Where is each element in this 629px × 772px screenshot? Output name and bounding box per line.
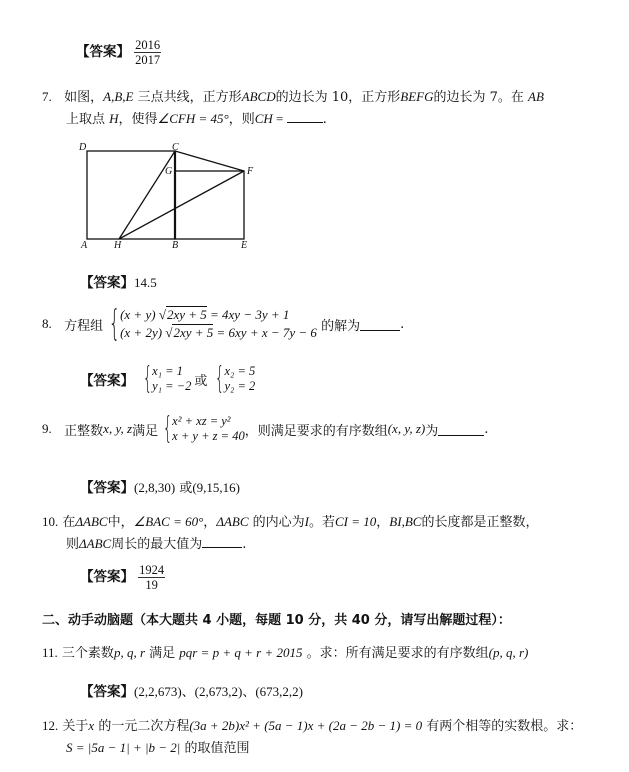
- answer-value: (2,8,30): [134, 480, 176, 495]
- math: ΔABC: [75, 514, 108, 529]
- denominator: 19: [145, 578, 158, 592]
- left-brace: {: [215, 361, 225, 396]
- text: 的一元二次方程: [94, 719, 190, 734]
- text: 周长的最大值为: [111, 537, 203, 552]
- text: ，则: [228, 112, 255, 127]
- text: 上取点: [66, 112, 110, 127]
- text: ，使得: [118, 112, 158, 127]
- equation-2: (x + 2y) √2xy + 5 = 6xy + x − 7y − 6: [120, 325, 317, 340]
- text: ，: [376, 515, 390, 530]
- square-befg: [175, 171, 244, 239]
- text: .: [242, 537, 247, 552]
- math: (x, y, z): [387, 421, 426, 436]
- math: x, y, z: [103, 421, 133, 436]
- question-number: 10.: [42, 514, 59, 529]
- label-f: F: [247, 166, 254, 177]
- question-number: 8.: [42, 316, 52, 331]
- text: 的取值范围: [180, 741, 250, 756]
- text: 满足: [132, 423, 159, 439]
- answer-value: (2,2,673)、(2,673,2)、(673,2,2): [134, 684, 303, 699]
- answer-blank[interactable]: [287, 110, 323, 123]
- q7-answer: [80, 271, 157, 291]
- or-text: 或: [179, 481, 193, 496]
- math: BI,BC: [389, 514, 422, 529]
- math: S = |5a − 1| + |b − 2|: [66, 740, 181, 755]
- text: 三点共线，正方形: [133, 90, 242, 105]
- question-number: 12.: [42, 718, 59, 733]
- math: x: [88, 718, 95, 733]
- math: CI = 10: [335, 514, 377, 529]
- text: 中，: [107, 515, 134, 530]
- text: 为: [425, 423, 439, 439]
- answer-value: 14.5: [134, 275, 157, 290]
- q10-line2: [66, 533, 246, 552]
- text: 则: [66, 537, 80, 552]
- math: CH: [254, 111, 273, 126]
- solution-1: [138, 361, 192, 396]
- q8-question: [42, 303, 405, 344]
- math: ΔABC: [79, 536, 112, 551]
- math: ∠CFH = 45°: [157, 111, 229, 126]
- left-brace: {: [142, 361, 153, 396]
- math: BEFG: [400, 89, 434, 104]
- text: ，则满足要求的有序数组: [244, 423, 388, 439]
- answer-label: 【答案】: [80, 373, 134, 389]
- q9-answer: [80, 476, 240, 496]
- denominator: 2017: [135, 53, 161, 67]
- segment-cf: [175, 151, 244, 171]
- answer-label: 【答案】: [80, 480, 134, 496]
- square-abcd: [87, 151, 175, 239]
- math: =: [272, 111, 287, 126]
- q12-line2: [66, 737, 250, 756]
- q7-geometry-figure: [76, 140, 266, 252]
- math: H: [109, 111, 119, 126]
- label-a: A: [81, 240, 88, 251]
- segment-hf: [119, 171, 244, 239]
- q6-answer: [76, 38, 161, 67]
- text: 有两个相等的实数根。求：: [422, 719, 583, 734]
- solution-x2: x₂ = 5: [224, 364, 256, 378]
- text: 的解为: [321, 318, 361, 334]
- question-number: 11.: [42, 645, 58, 660]
- text: 的内心为: [248, 515, 305, 530]
- text: 的长度都是正整数，: [421, 515, 539, 530]
- q8-answer: [80, 361, 256, 396]
- text: 。若: [308, 515, 335, 530]
- equation-system: [103, 303, 317, 344]
- math: I: [304, 514, 309, 529]
- equation-system: [158, 411, 245, 446]
- section-2-heading: 二、动手动脑题（本大题共 4 小题，每题 10 分，共 40 分，请写出解题过程）：: [42, 613, 511, 628]
- answer-label: 【答案】: [80, 275, 134, 291]
- equation-1: (x + y) √2xy + 5 = 4xy − 3y + 1: [120, 307, 290, 322]
- text: 如图，: [64, 90, 104, 105]
- label-d: D: [79, 142, 87, 153]
- answer-blank[interactable]: [202, 535, 242, 548]
- solution-2: [210, 361, 256, 396]
- math: (3a + 2b)x² + (5a − 1)x + (2a − 2b − 1) = 0: [189, 718, 423, 733]
- label-c: C: [172, 142, 179, 153]
- question-number: 7.: [42, 89, 52, 104]
- label-g: G: [165, 166, 173, 177]
- label-b: B: [172, 240, 179, 251]
- q10-answer-fraction: [138, 563, 165, 592]
- math: p, q, r: [113, 645, 145, 660]
- answer-blank[interactable]: [438, 423, 484, 436]
- text: 正整数: [64, 423, 104, 439]
- q7-line1: [42, 86, 544, 105]
- text: 在: [62, 515, 76, 530]
- q11-answer: [80, 680, 303, 700]
- text: 方程组: [64, 318, 104, 334]
- text: .: [322, 112, 327, 127]
- label-h: H: [114, 240, 122, 251]
- math: ABCD: [241, 89, 276, 104]
- q10-answer: [80, 563, 165, 592]
- math: A,B,E: [103, 89, 134, 104]
- q12-line1: [42, 715, 582, 734]
- q11-question: [42, 642, 528, 661]
- math: pqr = p + q + r + 2015: [179, 645, 303, 660]
- answer-label: 【答案】: [80, 569, 134, 585]
- text: 的边长为 7。在: [433, 90, 529, 105]
- equation-1: x² + xz = y²: [172, 414, 231, 428]
- question-number: 9.: [42, 421, 52, 436]
- solution-y1: y₁ = −2: [152, 379, 192, 393]
- answer-label: 【答案】: [76, 44, 130, 60]
- math: (p, q, r): [488, 645, 529, 660]
- text: ，: [203, 515, 217, 530]
- q6-answer-fraction: [134, 38, 161, 67]
- math: ΔABC: [216, 514, 249, 529]
- answer-blank[interactable]: [360, 318, 400, 331]
- math: AB: [528, 89, 544, 104]
- q7-line2: [66, 108, 327, 127]
- numerator: 1924: [139, 563, 165, 577]
- answer-label: 【答案】: [80, 684, 134, 700]
- text: 三个素数: [61, 646, 114, 661]
- segment-ch: [119, 151, 175, 239]
- or-text: 或: [194, 373, 208, 389]
- solution-x1: x₁ = 1: [152, 364, 183, 378]
- answer-value: (9,15,16): [192, 480, 240, 495]
- text: 关于: [62, 719, 89, 734]
- left-brace: {: [162, 411, 173, 446]
- text: .: [484, 421, 489, 437]
- text: .: [400, 316, 405, 332]
- text: 。求：所有满足要求的有序数组: [302, 646, 489, 661]
- math: ∠BAC = 60°: [133, 514, 204, 529]
- numerator: 2016: [135, 38, 161, 52]
- q9-question: [42, 411, 489, 446]
- label-e: E: [241, 240, 248, 251]
- text: 满足: [145, 646, 180, 661]
- text: 的边长为 10，正方形: [275, 90, 401, 105]
- equation-2: x + y + z = 40: [172, 429, 245, 443]
- q10-line1: [42, 511, 538, 530]
- left-brace: {: [108, 303, 121, 344]
- solution-y2: y₂ = 2: [224, 379, 256, 393]
